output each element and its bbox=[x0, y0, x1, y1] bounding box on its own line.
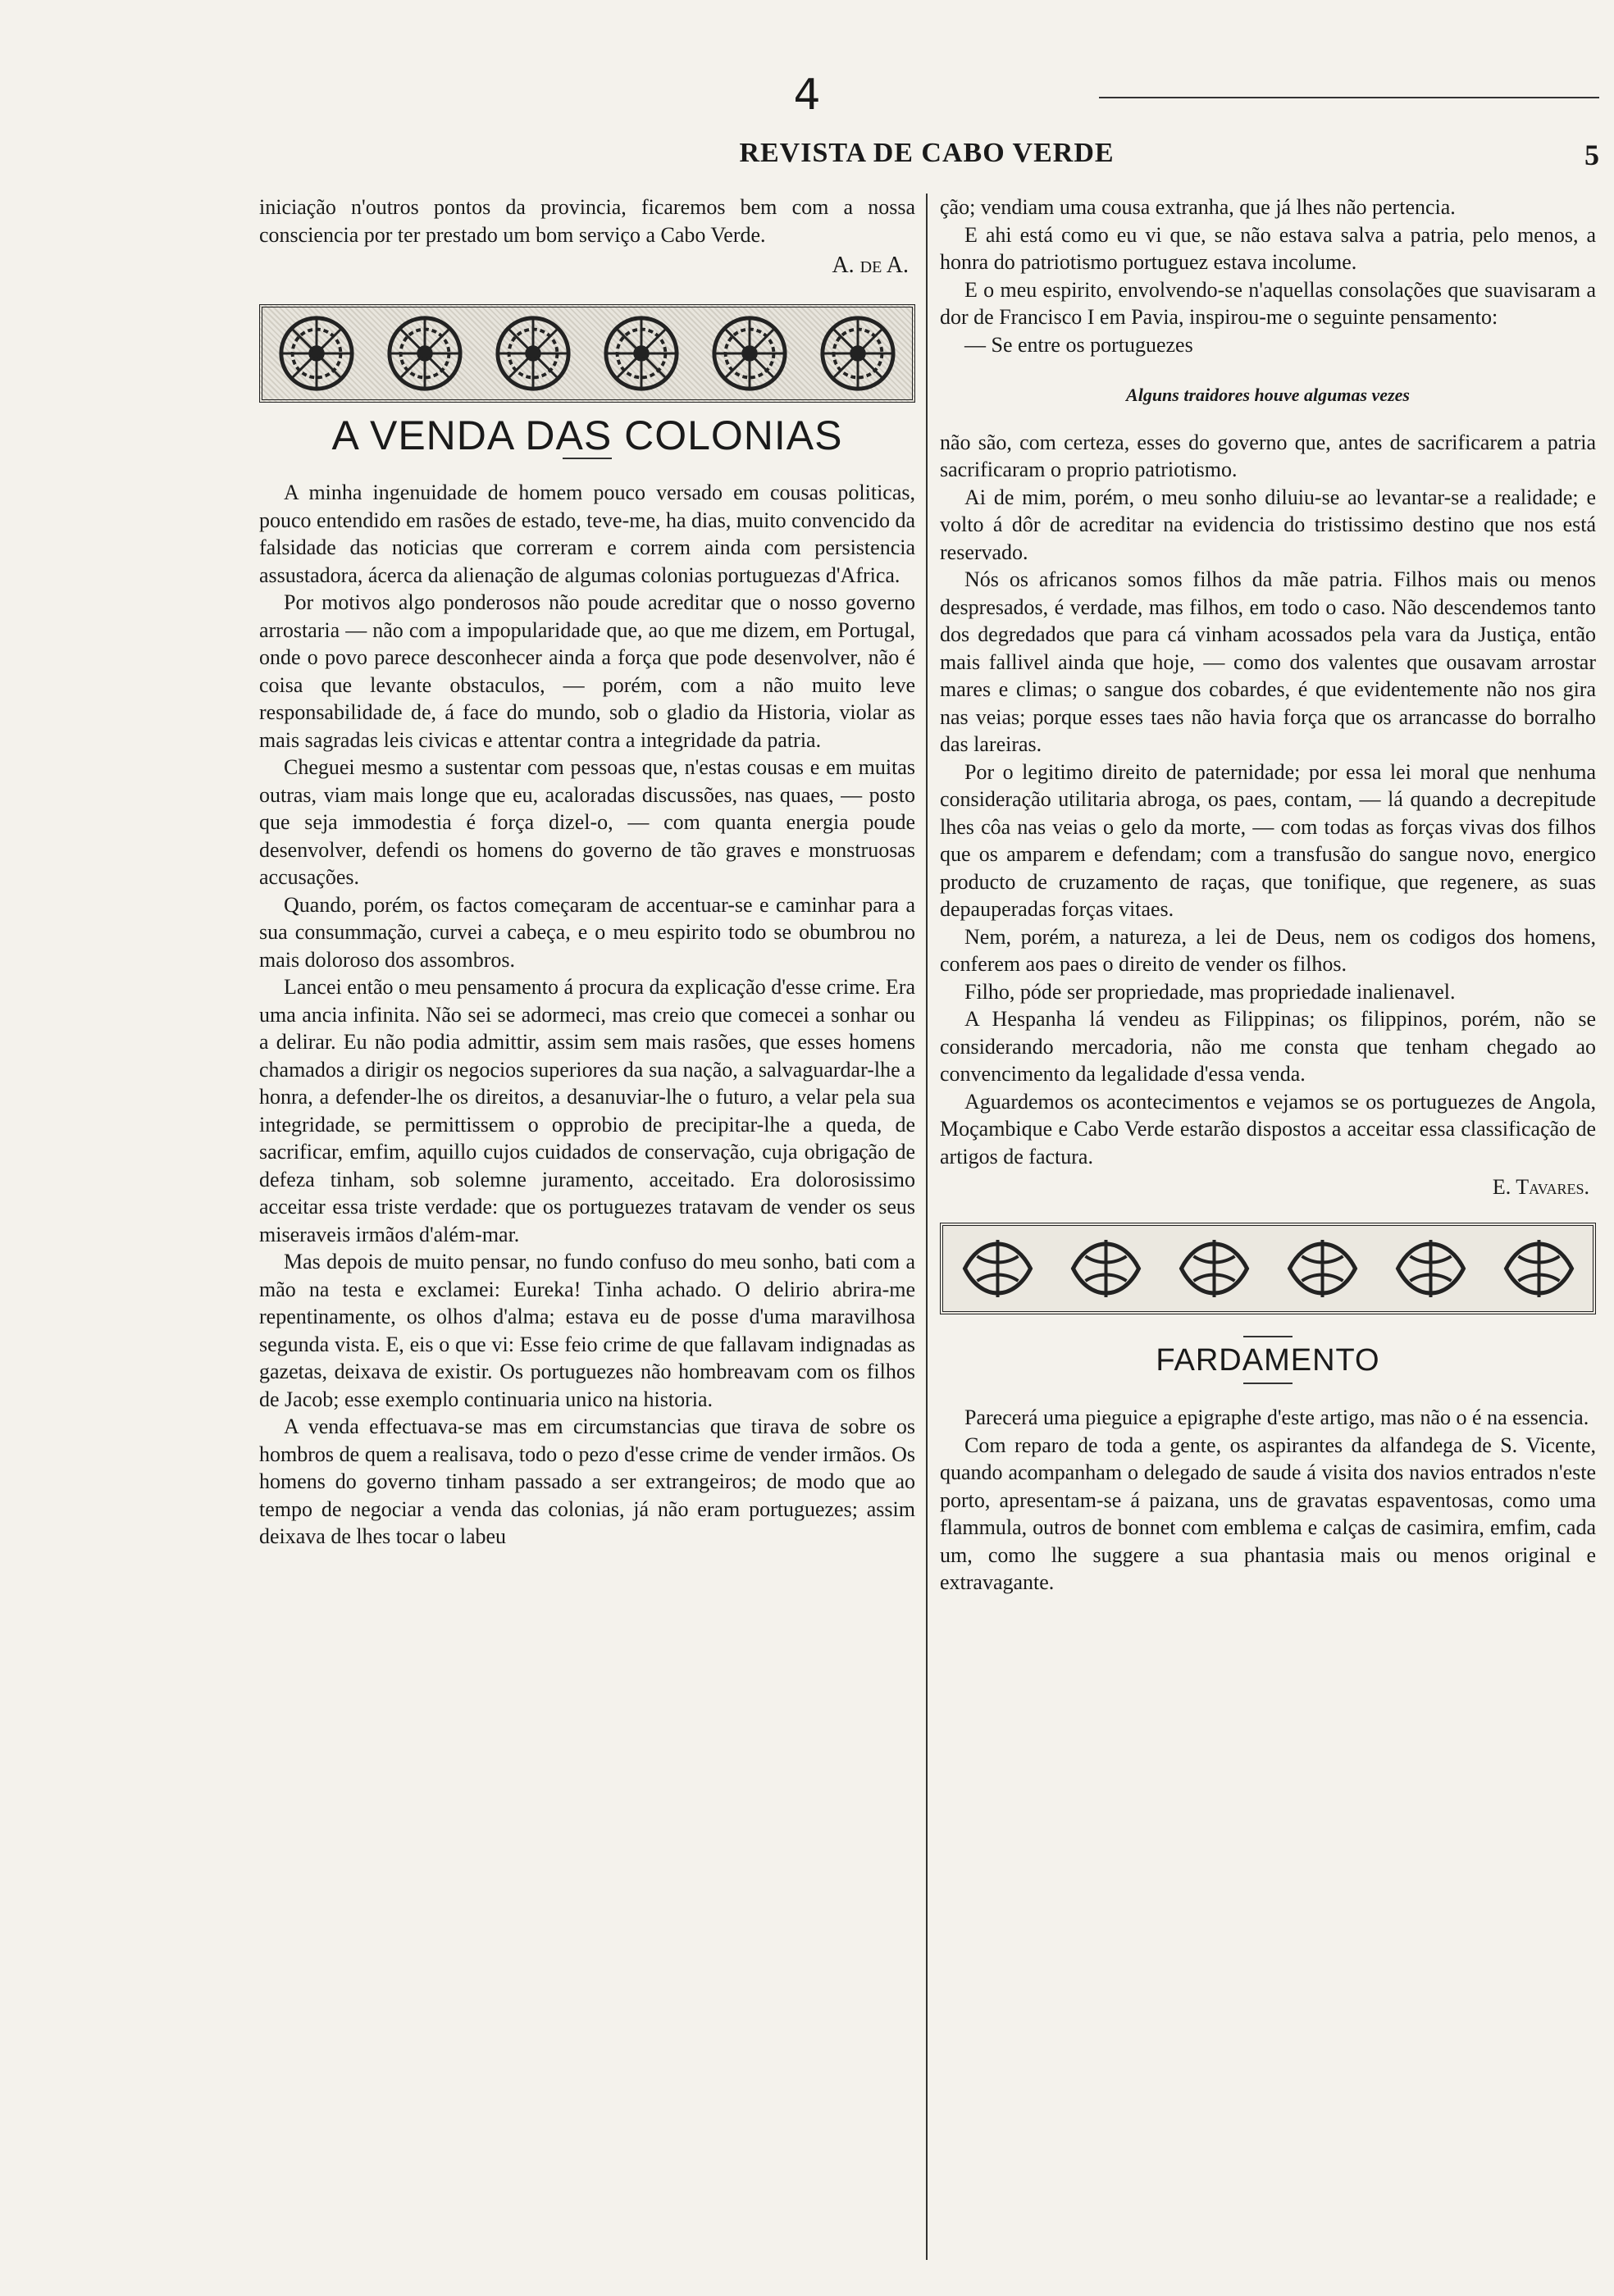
body-paragraph: A venda effectuava-se mas em circumstancias que tirava de sobre os hombros de quem a realisava, todo o pezo d'esse crime de vender irmãos. Os homens do governo tinham passado a ser extrangeiros; de modo que ao tempo de negociar a venda das colonias, já não eram portuguezes; assim deixava de lhes tocar o labeu bbox=[259, 1414, 915, 1548]
body-paragraph: A Hespanha lá vendeu as Filippinas; os filippinos, porém, não se considerando mercadoria, não me consta que tenham chegado ao convencimento da legalidade d'essa venda. bbox=[940, 1007, 1596, 1086]
article-columns bbox=[259, 194, 1596, 2276]
body-paragraph: Parecerá uma pieguice a epigraphe d'este artigo, mas não o é na essencia. bbox=[964, 1405, 1589, 1429]
title-rule-top bbox=[1243, 1336, 1293, 1337]
foliage-ornament-icon bbox=[1063, 1232, 1149, 1305]
foliage-ornament-icon bbox=[1171, 1232, 1257, 1305]
verse-quote: Alguns traidores houve algumas vezes bbox=[1126, 385, 1410, 405]
left-column bbox=[259, 194, 915, 1551]
header-rule bbox=[1099, 97, 1599, 98]
ornament-foliage bbox=[940, 1223, 1596, 1314]
article-signature: E. Tavares. bbox=[1492, 1175, 1589, 1199]
body-paragraph: Ai de mim, porém, o meu sonho diluiu-se ao levantar-se a realidade; e volto á dôr de acreditar na evidencia do tristissimo destino que nos está reservado. bbox=[940, 485, 1596, 564]
article-title-fardamento: FARDAMENTO bbox=[1156, 1342, 1380, 1378]
body-paragraph: Nós os africanos somos filhos da mãe patria. Filhos mais ou menos despresados, é verdade, mas filhos, em todo o caso. Não descendemos tanto dos degredados que para cá vinham acossados pela vara da Justiça, então mais fallivel ainda que hoje, — como dos valentes que ousavam arrostar mares e climas; o sangue dos cobardes, é que evidentemente não nos gira nas veias; porque esses taes não havia força que os arrancasse do borralho das lareiras. bbox=[940, 567, 1596, 756]
body-paragraph: Com reparo de toda a gente, os aspirantes da alfandega de S. Vicente, quando acompanham o delegado de saude á visita dos navios entrados n'este porto, apresentam-se á paizana, uns de gravatas espaventosas, como uma flammula, outros de bonnet com emblema e calças de casimira, emfim, cada um, como lhe suggere a sua phantasia mais ou menos original e extravagante. bbox=[940, 1433, 1596, 1594]
body-paragraph: — Se entre os portuguezes bbox=[964, 332, 1193, 357]
body-paragraph: Por o legitimo direito de paternidade; por essa lei moral que nenhuma consideração utilitaria abroga, os paes, contam, — lá quando a decrepitude lhes côa nas veias o gelo da morte, — com todas as forças vivas dos filhos que os amparem e defendam; com a transfusão do sangue novo, energico producto de cruzamento de raças, que tonifique, que regenere, as suas depauperadas forças vitaes. bbox=[940, 759, 1596, 921]
foliage-ornament-icon bbox=[1496, 1232, 1582, 1305]
body-paragraph: Nem, porém, a natureza, a lei de Deus, nem os codigos dos homens, conferem aos paes o direito de vender os filhos. bbox=[940, 924, 1596, 976]
foliage-ornament-icon bbox=[955, 1232, 1041, 1305]
body-paragraph: não são, com certeza, esses do governo que, antes de sacrificarem a patria sacrificaram o proprio patriotismo. bbox=[940, 430, 1596, 481]
body-paragraph: Mas depois de muito pensar, no fundo confuso do meu sonho, bati com a mão na testa e exclamei: Eureka! Tinha achado. O delirio abrira-me repentinamente, os olhos d'alma; estava eu de posse d'uma maravilhosa segunda vista. E, eis o que vi: Esse feio crime de que fallavam indignadas as gazetas, deixava de existir. Os portuguezes não hombreavam com os filhos de Jacob; esse exemplo continuaria unico na historia. bbox=[259, 1250, 915, 1411]
ornament-rosettes bbox=[259, 304, 915, 403]
body-paragraph: A minha ingenuidade de homem pouco versado em cousas politicas, pouco entendido em rasões de estado, teve-me, ha dias, muito convencido da falsidade das noticias que correram e correm ainda com persistencia assustadora, ácerca da alienação de algumas colonias portuguezas d'Africa. bbox=[259, 481, 915, 587]
header-page-number: 5 bbox=[1584, 139, 1599, 171]
body-paragraph: Filho, póde ser propriedade, mas propriedade inalienavel. bbox=[964, 979, 1456, 1004]
body-paragraph: Lancei então o meu pensamento á procura da explicação d'esse crime. Era uma ancia infinita. Não sei se adormeci, mas creio que comecei a sonhar ou a delirar. Eu não podia admittir, assim sem mais rasões, que esses homens chamados a dirigir os negocios superiores da sua nação, a salvaguardar-lhe a honra, a defender-lhe os direitos, a desanuviar-lhe o futuro, a velar pela sua integridade, se permittissem o opprobio de precipitar-lhe a queda, de sacrificar, emfim, aquillo cujos cuidados de conservação, cuja obrigação de defeza tinham, sob solemne juramento, acceitado. Era dolorosissimo acceitar essa triste verdade: que os portuguezes tratavam de vender os seus miseraveis irmãos d'além-mar. bbox=[259, 975, 915, 1246]
right-column bbox=[940, 194, 1596, 1597]
body-paragraph: Cheguei mesmo a sustentar com pessoas que, n'estas cousas e em muitas outras, viam mais longe que eu, acaloradas discussões, nas quaes, — posto que seja immodestia é força dizel-o, — com quanta energia poude desenvolver, defendi os homens do governo de tão graves e monstruosas accusações. bbox=[259, 755, 915, 889]
foliage-ornament-icon bbox=[1388, 1232, 1474, 1305]
header-title: REVISTA DE CABO VERDE bbox=[739, 138, 1115, 168]
article-title-venda: A VENDA DAS COLONIAS bbox=[331, 412, 843, 458]
rosette-icon bbox=[709, 313, 790, 394]
rosette-icon bbox=[818, 313, 898, 394]
running-header bbox=[254, 138, 1599, 180]
rosette-icon bbox=[601, 313, 682, 394]
body-paragraph: ção; vendiam uma cousa extranha, que já lhes não pertencia. bbox=[940, 195, 1456, 219]
body-paragraph: Aguardemos os acontecimentos e vejamos se os portuguezes de Angola, Moçambique e Cabo Verde estarão dispostos a acceitar essa classificação de artigos de factura. bbox=[940, 1089, 1596, 1168]
body-paragraph: Quando, porém, os factos começaram de accentuar-se e caminhar para a sua consummação, curvei a cabeça, e o meu espirito todo se obumbrou no mais doloroso dos assombros. bbox=[259, 892, 915, 972]
rosette-icon bbox=[276, 313, 357, 394]
foliage-ornament-icon bbox=[1279, 1232, 1366, 1305]
body-paragraph: E ahi está como eu vi que, se não estava salva a patria, pelo menos, a honra do patriotismo portuguez estava incolume. bbox=[940, 222, 1596, 274]
title-rule bbox=[1243, 1383, 1293, 1384]
column-divider bbox=[926, 194, 928, 2260]
handwritten-page-number: 4 bbox=[793, 71, 821, 120]
body-paragraph: Por motivos algo ponderosos não poude acreditar que o nosso governo arrostaria — não com a impopularidade que, ao que me dizem, em Portugal, onde o povo parece desconhecer ainda a força que pode desenvolver, não é coisa que levante obstaculos, — porém, com a não muito leve responsabilidade de, á face do mundo, sob o gladio da Historia, violar as mais sagradas leis civicas e attentar contra a integridade da patria. bbox=[259, 590, 915, 752]
body-paragraph: E o meu espirito, envolvendo-se n'aquellas consolações que suavisaram a dor de Francisco I em Pavia, inspirou-me o seguinte pensamento: bbox=[940, 277, 1596, 329]
rosette-icon bbox=[493, 313, 573, 394]
rosette-icon bbox=[385, 313, 465, 394]
intro-paragraph: iniciação n'outros pontos da provincia, ficaremos bem com a nossa consciencia por ter prestado um bom serviço a Cabo Verde. bbox=[259, 195, 915, 247]
intro-signature: A. de A. bbox=[832, 253, 909, 278]
